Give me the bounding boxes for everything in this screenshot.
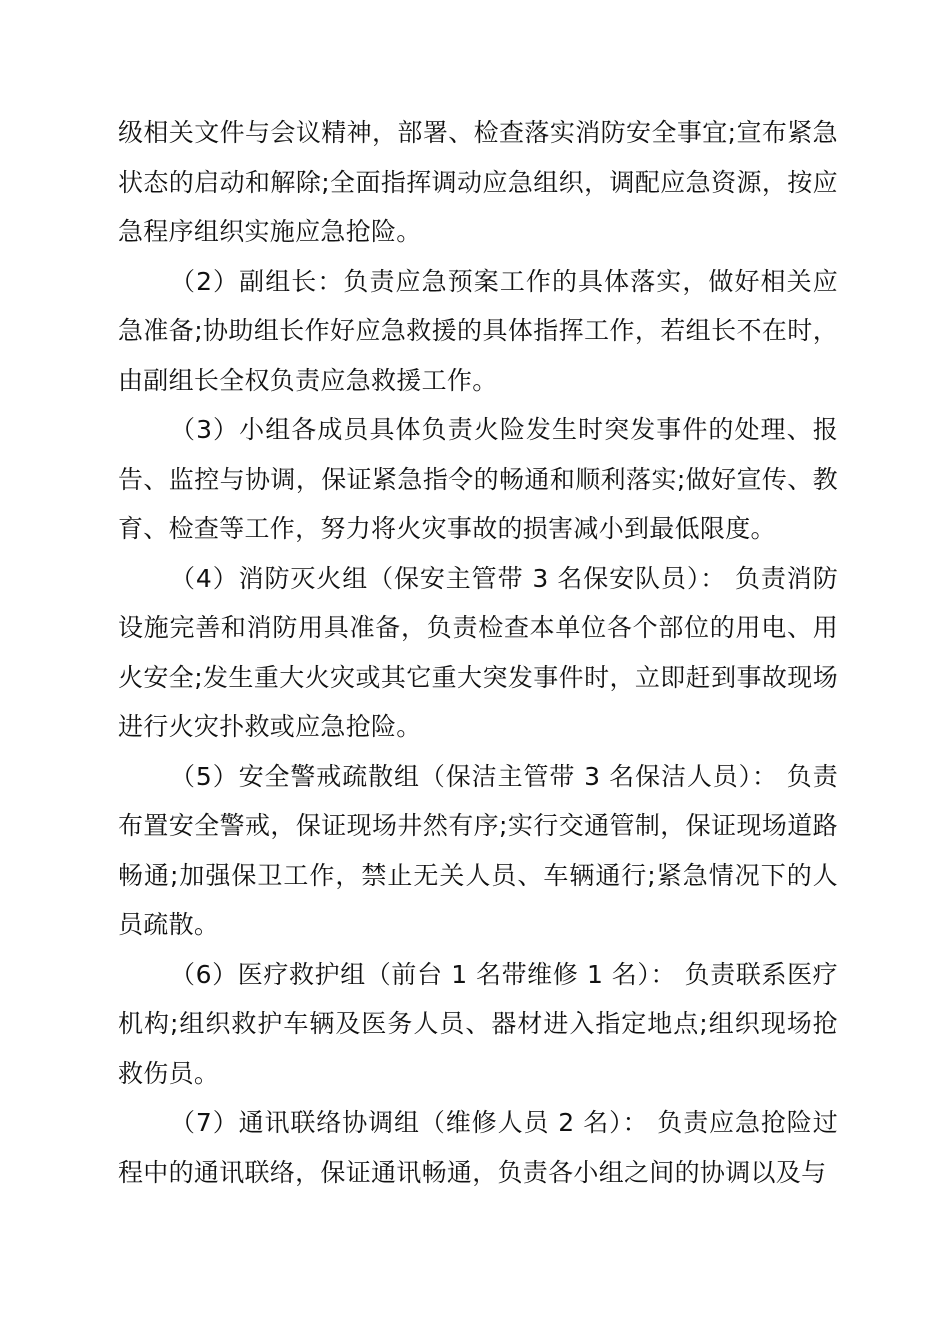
paragraph-continuation: 级相关文件与会议精神，部署、检查落实消防安全事宜;宣布紧急状态的启动和解除;全面指挥调动应急组织，调配应急资源，按应急程序组织实施应急抢险。 <box>118 118 838 246</box>
document-body <box>118 108 838 1197</box>
paragraph-evacuation-group: （5）安全警戒疏散组（保洁主管带 3 名保洁人员）： 负责布置安全警戒，保证现场井然有序;实行交通管制，保证现场道路畅通;加强保卫工作，禁止无关人员、车辆通行;紧急情况下的人员疏散。 <box>118 761 838 939</box>
paragraph-communication-group: （7）通讯联络协调组（维修人员 2 名）： 负责应急抢险过程中的通讯联络，保证通讯畅通，负责各小组之间的协调以及与 <box>118 1108 838 1187</box>
paragraph-deputy-leader: （2）副组长：负责应急预案工作的具体落实，做好相关应急准备;协助组长作好应急救援的具体指挥工作，若组长不在时，由副组长全权负责应急救援工作。 <box>118 266 839 395</box>
paragraph-firefighting-group: （4）消防灭火组（保安主管带 3 名保安队员）： 负责消防设施完善和消防用具准备，负责检查本单位各个部位的用电、用火安全;发生重大火灾或其它重大突发事件时，立即赶到事故现场进行火灾扑救或应急抢险。 <box>118 563 839 741</box>
paragraph-medical-group: （6）医疗救护组（前台 1 名带维修 1 名）： 负责联系医疗机构;组织救护车辆及医务人员、器材进入指定地点;组织现场抢救伤员。 <box>118 959 838 1088</box>
paragraph-team-members: （3）小组各成员具体负责火险发生时突发事件的处理、报告、监控与协调，保证紧急指令的畅通和顺利落实;做好宣传、教育、检查等工作，努力将火灾事故的损害减小到最低限度。 <box>118 415 838 543</box>
